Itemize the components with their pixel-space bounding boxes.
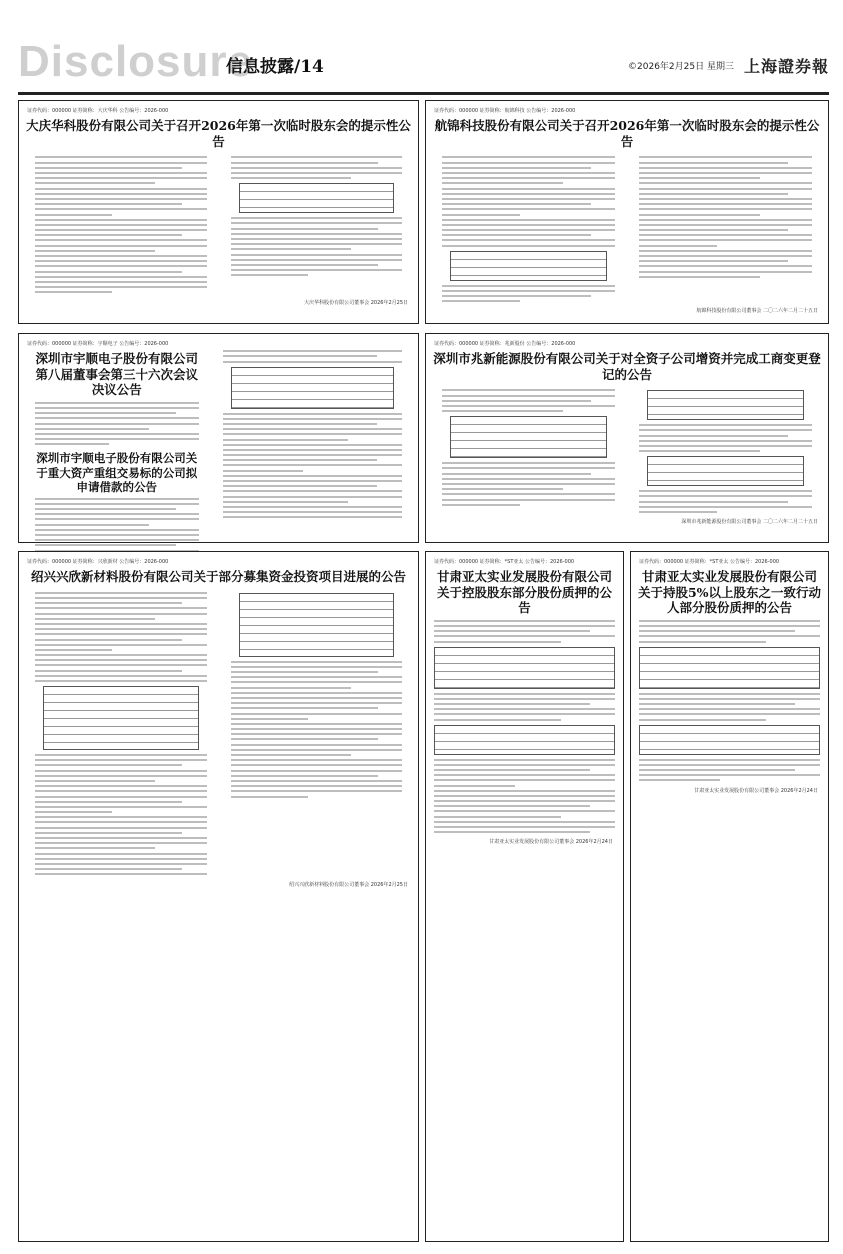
issue-date: ©2026年2月25日 星期三 [628,62,734,72]
notice-table [647,390,804,420]
notice-title: 深圳市宇顺电子股份有限公司第八届董事会第三十六次会议决议公告 [35,351,198,398]
notice-title: 大庆华科股份有限公司关于召开2026年第一次临时股东会的提示性公告 [26,118,411,149]
notice-title: 甘肃亚太实业发展股份有限公司关于持股5%以上股东之一致行动人部分股份质押的公告 [637,569,822,616]
notice-xingxin-material [18,551,419,1242]
disclosure-logo: Disclosure [18,37,253,86]
notice-table [450,416,607,458]
notice-gansu-yatai-pledge [425,551,624,1242]
notice-signature: 深圳市兆新能源股份有限公司董事会 二〇二六年二月二十五日 [681,519,818,526]
notice-title: 绍兴兴欣新材料股份有限公司关于部分募集资金投资项目进展的公告 [30,569,406,584]
notice-signature: 甘肃亚太实业发展股份有限公司董事会 2026年2月24日 [489,839,613,846]
notice-code: 证券代码：000000 证券简称：*ST亚太 公告编号：2026-000 [434,559,575,565]
notice-table [43,686,199,750]
notice-code: 证券代码：000000 证券简称：*ST亚太 公告编号：2026-000 [639,559,780,565]
notice-code: 证券代码：000000 证券简称：大庆华科 公告编号：2026-000 [27,108,169,114]
newspaper-name: 上海證券報 [743,57,829,76]
notice-signature: 航锦科技股份有限公司董事会 二〇二六年二月二十五日 [696,308,818,315]
notice-table [639,725,820,755]
notice-table [434,725,615,755]
notice-gansu-yatai-holder-pledge [630,551,829,1242]
notice-title: 甘肃亚太实业发展股份有限公司关于控股股东部分股份质押的公告 [436,569,612,616]
notice-code: 证券代码：000000 证券简称：航锦科技 公告编号：2026-000 [434,108,576,114]
notice-table [239,593,395,657]
notice-table [231,367,395,409]
notice-daqing-huake [18,100,419,324]
notice-hangjin-tech [425,100,829,324]
notice-title: 航锦科技股份有限公司关于召开2026年第一次临时股东会的提示性公告 [434,118,820,149]
notice-table [639,647,820,689]
notice-code: 证券代码：000000 证券简称：兆新股份 公告编号：2026-000 [434,341,576,347]
notice-table [239,183,395,213]
notice-code: 证券代码：000000 证券简称：宇顺电子 公告编号：2026-000 [27,341,169,347]
notice-table [450,251,607,281]
notice-code: 证券代码：000000 证券简称：兴欣新材 公告编号：2026-000 [27,559,169,565]
notice-zhaoxin-energy [425,333,829,543]
notice-signature: 大庆华科股份有限公司董事会 2026年2月25日 [304,299,408,306]
notice-signature: 甘肃亚太实业发展股份有限公司董事会 2026年2月24日 [694,787,818,794]
notice-title: 深圳市兆新能源股份有限公司关于对全资子公司增资并完成工商变更登记的公告 [433,351,821,382]
section-label: 信息披露/14 [226,57,324,77]
notice-yushun-electronic [18,333,419,543]
masthead [0,0,843,88]
notice-table [647,456,804,486]
notice-subtitle: 深圳市宇顺电子股份有限公司关于重大资产重组交易标的公司拟申请借款的公告 [36,451,198,495]
masthead-rule [18,92,829,95]
notice-signature: 绍兴兴欣新材料股份有限公司董事会 2026年2月25日 [289,881,408,888]
notice-table [434,647,615,689]
masthead-right [628,54,829,77]
